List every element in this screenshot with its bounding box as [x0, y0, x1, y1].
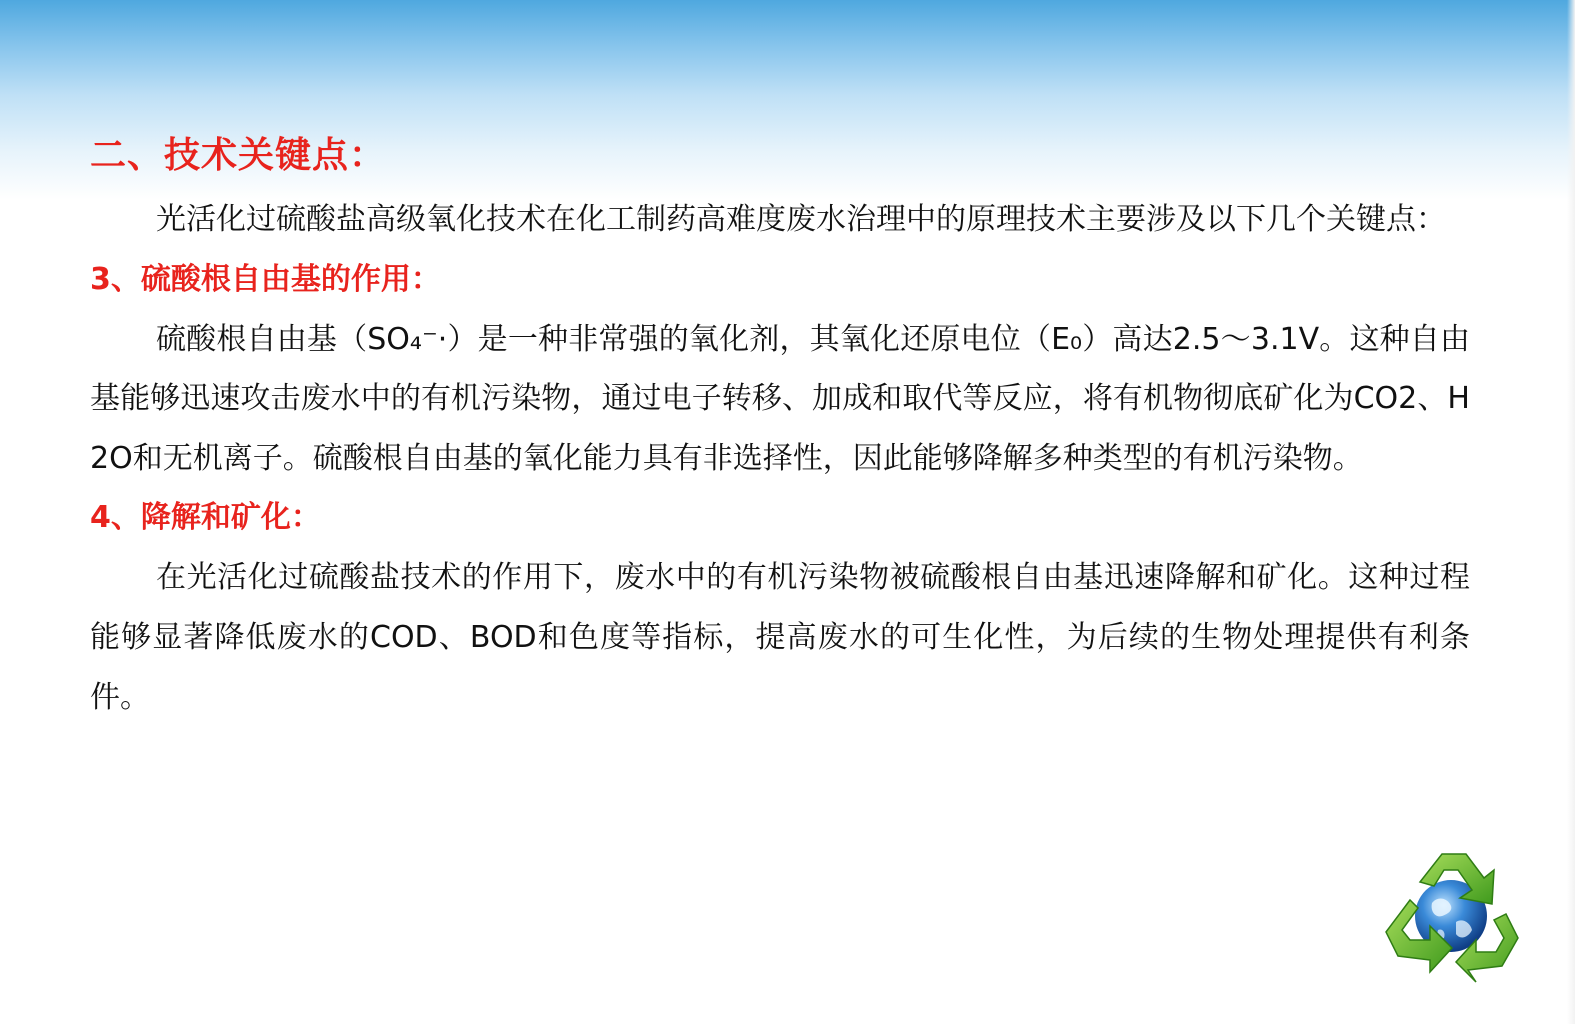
slide-edge-shadow — [1567, 0, 1575, 1024]
section-heading-sulfate-radical: 3、硫酸根自由基的作用： — [90, 261, 441, 297]
intro-paragraph: 光活化过硫酸盐高级氧化技术在化工制药高难度废水治理中的原理技术主要涉及以下几个关键点： — [156, 202, 1446, 237]
section-body-degradation: 在光活化过硫酸盐技术的作用下，废水中的有机污染物被硫酸根自由基迅速降解和矿化。这种过程能够显著降低废水的COD、BOD和色度等指标，提高废水的可生化性，为后续的生物处理提供有利条件。 — [90, 560, 1470, 715]
section-heading-degradation: 4、降解和矿化： — [90, 500, 321, 536]
section-body-sulfate-radical: 硫酸根自由基（SO₄⁻·）是一种非常强的氧化剂，其氧化还原电位（E₀）高达2.5～3.1V。这种自由基能够迅速攻击废水中的有机污染物，通过电子转移、加成和取代等反应，将有机物彻底矿化为CO2、H2O和无机离子。硫酸根自由基的氧化能力具有非选择性，因此能够降解多种类型的有机污染物。 — [90, 321, 1470, 476]
recycle-globe-icon — [1380, 848, 1522, 988]
slide-content — [90, 126, 1470, 727]
slide-title: 二、技术关键点： — [90, 135, 387, 176]
